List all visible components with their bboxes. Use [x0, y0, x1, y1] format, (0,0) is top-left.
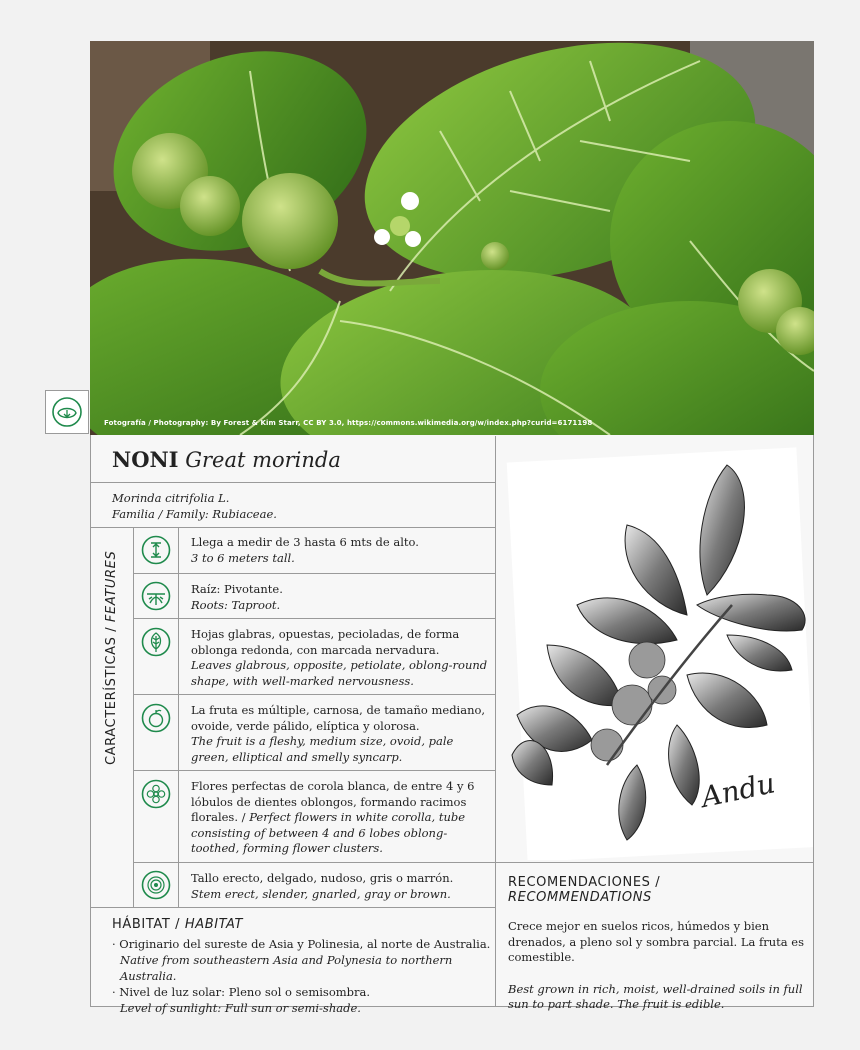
noni-drawing-image [497, 445, 813, 860]
fruit-icon [141, 703, 171, 733]
plant-badge-icon [51, 396, 83, 428]
plant-badge [45, 390, 89, 434]
habitat-title [112, 917, 492, 932]
feature-text-es: Llega a medir de 3 hasta 6 mts de alto. [191, 535, 419, 549]
feature-text-es: Tallo erecto, delgado, nudoso, gris o marrón. [191, 871, 454, 885]
feature-text-es: Hojas glabras, opuestas, pecioladas, de forma oblonga redonda, con marcada nervadura. [191, 627, 460, 657]
column-divider [495, 436, 496, 1007]
recommendations-title [508, 875, 808, 905]
habitat-line-origin-es: · Originario del sureste de Asia y Polinesia, al norte de Australia. [112, 937, 491, 951]
recommendations-title-en: RECOMMENDATIONS [508, 890, 652, 905]
recommendations-text-es: Crece mejor en suelos ricos, húmedos y bien drenados, a pleno sol y sombra parcial. La fruta es comestible. [508, 919, 805, 964]
features-label-en: FEATURES [104, 550, 119, 623]
feature-row-stem [133, 863, 495, 907]
species-photo [90, 41, 814, 435]
feature-text-en: 3 to 6 meters tall. [191, 550, 295, 565]
habitat-title-en: HABITAT [184, 917, 244, 932]
title-row [91, 436, 495, 483]
feature-row-roots [133, 574, 495, 619]
feature-text-en: Perfect flowers in white corolla, tube consisting of between 4 and 6 lobes oblong-toothed, forming flower clusters. [191, 810, 466, 855]
recommendations-divider [496, 862, 814, 863]
habitat-divider [91, 907, 495, 908]
feature-row-fruit [133, 695, 495, 771]
feature-row-leaves [133, 619, 495, 695]
species-illustration [497, 445, 813, 860]
habitat-line-light-es: · Nivel de luz solar: Pleno sol o semisombra. [112, 985, 371, 999]
feature-text-en: Stem erect, slender, gnarled, gray or brown. [191, 886, 451, 901]
scientific-block [112, 490, 277, 522]
recommendations-text-en: Best grown in rich, moist, well-drained soils in full sun to part shade. The fruit is edible. [508, 981, 803, 1011]
feature-text-en: Roots: Taproot. [191, 597, 281, 612]
habitat-line-light-en: Level of sunlight: Full sun or semi-shade. [120, 1001, 361, 1015]
english-name: Great morinda [185, 448, 341, 472]
photo-credit: Fotografía / Photography: By Forest & Kim Starr, CC BY 3.0, https://commons.wikimedia.org/w/index.php?curid=6171198 [104, 419, 593, 427]
family-name: Familia / Family: Rubiaceae. [112, 507, 277, 521]
feature-text-es: La fruta es múltiple, carnosa, de tamaño mediano, ovoide, verde pálido, elíptica y olorosa. [191, 703, 486, 733]
features-label-es: CARACTERÍSTICAS / [104, 622, 119, 765]
noni-photo-image [90, 41, 814, 435]
recommendations-title-es: RECOMENDACIONES / [508, 875, 661, 890]
leaf-icon [141, 627, 171, 657]
feature-row-height [133, 527, 495, 574]
artist-signature: Andu [698, 766, 778, 815]
feature-text-en: Leaves glabrous, opposite, petiolate, oblong-round shape, with well-marked nervousness. [191, 658, 488, 688]
root-icon [141, 581, 171, 611]
scientific-name: Morinda citrifolia L. [112, 491, 230, 505]
page-title [112, 447, 341, 472]
stem-icon [141, 870, 171, 900]
feature-text-es: Flores perfectas de corola blanca, de entre 4 y 6 lóbulos de dientes oblongos, formando racimos florales. / [191, 779, 475, 824]
feature-row-flowers [133, 771, 495, 863]
feature-text-es: Raíz: Pivotante. [191, 582, 283, 596]
habitat-section [112, 917, 492, 1016]
recommendations-section [508, 875, 808, 1013]
habitat-title-es: HÁBITAT / [112, 917, 185, 932]
feature-text-en: The fruit is a fleshy, medium size, ovoid, pale green, elliptical and smelly syncarp. [191, 734, 454, 764]
height-icon [141, 535, 171, 565]
features-label [104, 551, 119, 765]
habitat-line-origin-en: Native from southeastern Asia and Polynesia to northern Australia. [120, 953, 453, 983]
common-name: NONI [112, 447, 179, 472]
flower-icon [141, 779, 171, 809]
